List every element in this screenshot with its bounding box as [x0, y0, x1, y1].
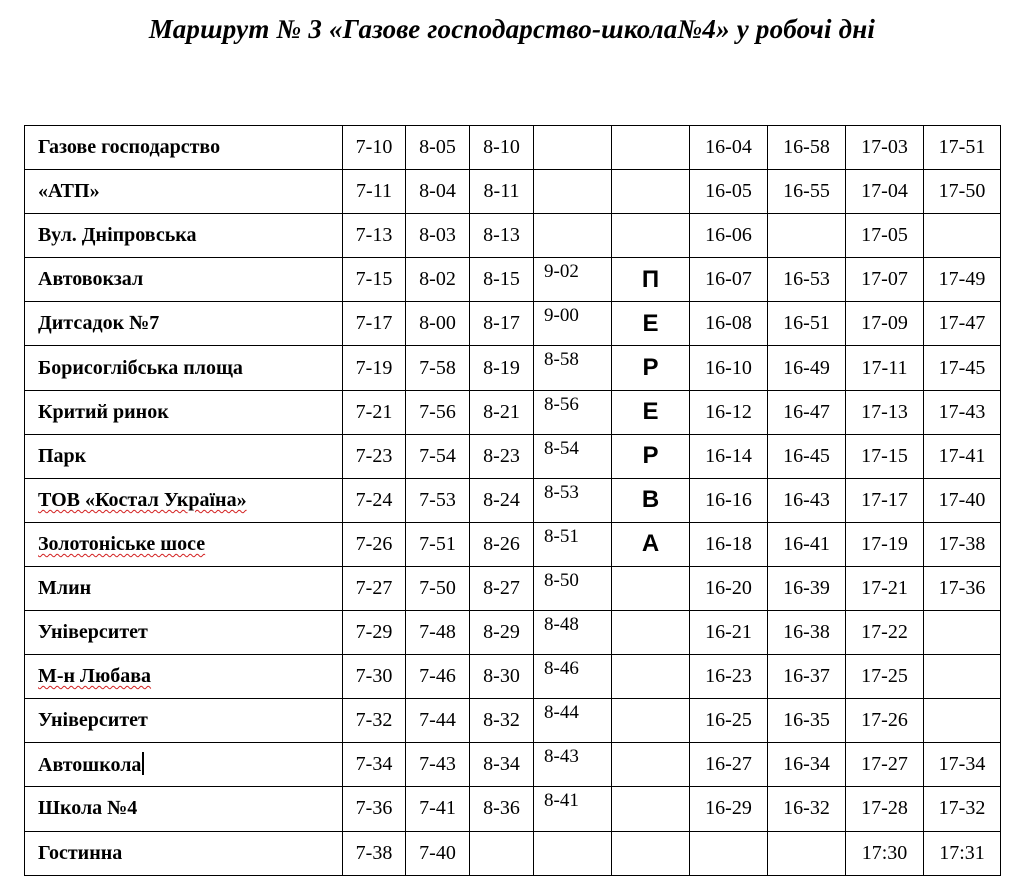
- time-cell[interactable]: 17-19: [846, 522, 924, 566]
- time-cell[interactable]: 8-58: [534, 346, 612, 390]
- time-cell[interactable]: 7-26: [343, 522, 406, 566]
- time-cell[interactable]: 16-06: [690, 214, 768, 258]
- table-row: [25, 214, 1001, 258]
- time-cell[interactable]: 17-03: [846, 126, 924, 170]
- break-letter-cell[interactable]: [612, 831, 690, 875]
- time-cell[interactable]: 7-10: [343, 126, 406, 170]
- stop-name-cell[interactable]: [25, 258, 343, 302]
- table-row: [25, 434, 1001, 478]
- time-cell[interactable]: 7-27: [343, 566, 406, 610]
- table-row: [25, 346, 1001, 390]
- stop-name: Млин: [38, 576, 92, 599]
- time-cell[interactable]: 9-00: [534, 302, 612, 346]
- time-cell[interactable]: 8-17: [470, 302, 534, 346]
- time-cell[interactable]: 7-11: [343, 170, 406, 214]
- stop-name-cell[interactable]: [25, 390, 343, 434]
- time-cell[interactable]: 17-27: [846, 743, 924, 787]
- time-cell[interactable]: 16-45: [768, 434, 846, 478]
- time-cell[interactable]: 8-50: [534, 566, 612, 610]
- time-cell[interactable]: [690, 831, 768, 875]
- table-row: [25, 522, 1001, 566]
- break-letter-cell[interactable]: [612, 743, 690, 787]
- time-cell[interactable]: 17-50: [924, 170, 1001, 214]
- time-cell[interactable]: 7-21: [343, 390, 406, 434]
- stop-name-cell[interactable]: [25, 699, 343, 743]
- time-cell[interactable]: 7-41: [406, 787, 470, 831]
- time-cell[interactable]: 8-23: [470, 434, 534, 478]
- table-row: [25, 302, 1001, 346]
- time-cell[interactable]: 16-25: [690, 699, 768, 743]
- time-cell[interactable]: 17-11: [846, 346, 924, 390]
- time-cell[interactable]: 16-27: [690, 743, 768, 787]
- stop-name-cell[interactable]: [25, 566, 343, 610]
- time-cell[interactable]: 16-04: [690, 126, 768, 170]
- time-cell[interactable]: 8-34: [470, 743, 534, 787]
- stop-name: Школа №4: [38, 797, 138, 820]
- table-row: [25, 699, 1001, 743]
- time-cell[interactable]: 7-48: [406, 611, 470, 655]
- time-cell[interactable]: 16-14: [690, 434, 768, 478]
- table-row: [25, 478, 1001, 522]
- time-cell[interactable]: 17-05: [846, 214, 924, 258]
- time-cell[interactable]: 7-17: [343, 302, 406, 346]
- time-cell[interactable]: 8-30: [470, 655, 534, 699]
- time-cell[interactable]: 7-32: [343, 699, 406, 743]
- time-cell[interactable]: 7-23: [343, 434, 406, 478]
- stop-name-cell[interactable]: [25, 743, 343, 787]
- time-cell[interactable]: 17-07: [846, 258, 924, 302]
- time-cell[interactable]: 17-15: [846, 434, 924, 478]
- table-row: [25, 655, 1001, 699]
- time-cell[interactable]: 17:31: [924, 831, 1001, 875]
- time-cell[interactable]: 8-11: [470, 170, 534, 214]
- time-cell[interactable]: 7-56: [406, 390, 470, 434]
- time-cell[interactable]: [534, 831, 612, 875]
- break-letter-cell[interactable]: В: [612, 478, 690, 522]
- time-cell[interactable]: 17-22: [846, 611, 924, 655]
- time-cell[interactable]: 16-21: [690, 611, 768, 655]
- stop-name: Автовокзал: [38, 268, 144, 291]
- time-cell[interactable]: 7-24: [343, 478, 406, 522]
- stop-name-cell[interactable]: [25, 170, 343, 214]
- time-cell[interactable]: 7-46: [406, 655, 470, 699]
- time-cell[interactable]: 16-05: [690, 170, 768, 214]
- time-cell[interactable]: 7-15: [343, 258, 406, 302]
- table-row: [25, 831, 1001, 875]
- time-cell[interactable]: [768, 214, 846, 258]
- time-cell[interactable]: 16-49: [768, 346, 846, 390]
- time-cell[interactable]: 16-08: [690, 302, 768, 346]
- time-cell[interactable]: 16-58: [768, 126, 846, 170]
- time-cell[interactable]: 16-10: [690, 346, 768, 390]
- break-letter-cell[interactable]: Е: [612, 390, 690, 434]
- time-cell[interactable]: 16-16: [690, 478, 768, 522]
- stop-name: Парк: [38, 444, 87, 467]
- stop-name: Автошкола: [38, 754, 142, 777]
- time-cell[interactable]: 8-29: [470, 611, 534, 655]
- table-row: [25, 126, 1001, 170]
- time-cell[interactable]: 16-32: [768, 787, 846, 831]
- table-row: [25, 566, 1001, 610]
- time-cell[interactable]: 17-21: [846, 566, 924, 610]
- time-cell[interactable]: 17-25: [846, 655, 924, 699]
- time-cell[interactable]: 7-34: [343, 743, 406, 787]
- break-letter-cell[interactable]: [612, 566, 690, 610]
- time-cell[interactable]: 8-15: [470, 258, 534, 302]
- time-cell[interactable]: 17-13: [846, 390, 924, 434]
- break-letter-cell[interactable]: Р: [612, 434, 690, 478]
- time-cell[interactable]: 8-36: [470, 787, 534, 831]
- time-cell[interactable]: 7-54: [406, 434, 470, 478]
- table-row: [25, 611, 1001, 655]
- stop-name-cell[interactable]: [25, 302, 343, 346]
- stop-name: Університет: [38, 709, 148, 732]
- time-cell[interactable]: 17:30: [846, 831, 924, 875]
- time-cell[interactable]: 17-04: [846, 170, 924, 214]
- time-cell[interactable]: 7-30: [343, 655, 406, 699]
- time-cell[interactable]: 8-48: [534, 611, 612, 655]
- time-cell[interactable]: [924, 699, 1001, 743]
- time-cell[interactable]: 16-39: [768, 566, 846, 610]
- time-cell[interactable]: 7-29: [343, 611, 406, 655]
- stop-name-cell[interactable]: [25, 434, 343, 478]
- time-cell[interactable]: 17-49: [924, 258, 1001, 302]
- stop-name-cell[interactable]: [25, 214, 343, 258]
- time-cell[interactable]: 16-53: [768, 258, 846, 302]
- stop-name-cell[interactable]: [25, 346, 343, 390]
- break-letter-cell[interactable]: А: [612, 522, 690, 566]
- stop-name: Критий ринок: [38, 400, 169, 423]
- time-cell[interactable]: 16-51: [768, 302, 846, 346]
- time-cell[interactable]: 17-36: [924, 566, 1001, 610]
- break-letter-cell[interactable]: [612, 170, 690, 214]
- time-cell[interactable]: 17-17: [846, 478, 924, 522]
- time-cell[interactable]: 16-47: [768, 390, 846, 434]
- time-cell[interactable]: 17-28: [846, 787, 924, 831]
- time-cell[interactable]: 7-36: [343, 787, 406, 831]
- time-cell[interactable]: 17-26: [846, 699, 924, 743]
- time-cell[interactable]: 8-54: [534, 434, 612, 478]
- time-cell[interactable]: [534, 214, 612, 258]
- table-row: [25, 170, 1001, 214]
- stop-name: Борисоглібська площа: [38, 356, 243, 379]
- stop-name: ТОВ «Костал Україна»: [38, 488, 247, 511]
- text-cursor: [142, 752, 144, 775]
- time-cell[interactable]: 8-00: [406, 302, 470, 346]
- time-cell[interactable]: 17-34: [924, 743, 1001, 787]
- break-letter-cell[interactable]: Р: [612, 346, 690, 390]
- table-row: [25, 258, 1001, 302]
- time-cell[interactable]: 16-18: [690, 522, 768, 566]
- stop-name: М-н Любава: [38, 665, 152, 688]
- break-letter-cell[interactable]: Е: [612, 302, 690, 346]
- time-cell[interactable]: 7-44: [406, 699, 470, 743]
- time-cell[interactable]: 16-35: [768, 699, 846, 743]
- time-cell[interactable]: 16-29: [690, 787, 768, 831]
- time-cell[interactable]: 7-38: [343, 831, 406, 875]
- break-letter-cell[interactable]: [612, 126, 690, 170]
- time-cell[interactable]: 8-24: [470, 478, 534, 522]
- time-cell[interactable]: 16-55: [768, 170, 846, 214]
- time-cell[interactable]: 16-12: [690, 390, 768, 434]
- time-cell[interactable]: 17-32: [924, 787, 1001, 831]
- stop-name: Дитсадок №7: [38, 312, 160, 335]
- break-letter-cell[interactable]: П: [612, 258, 690, 302]
- stop-name: «АТП»: [38, 180, 100, 203]
- time-cell[interactable]: 8-46: [534, 655, 612, 699]
- time-cell[interactable]: 8-13: [470, 214, 534, 258]
- time-cell[interactable]: 8-03: [406, 214, 470, 258]
- time-cell[interactable]: 8-02: [406, 258, 470, 302]
- stop-name-cell[interactable]: [25, 831, 343, 875]
- time-cell[interactable]: 8-27: [470, 566, 534, 610]
- time-cell[interactable]: 17-09: [846, 302, 924, 346]
- time-cell[interactable]: 16-23: [690, 655, 768, 699]
- time-cell[interactable]: 8-56: [534, 390, 612, 434]
- time-cell[interactable]: 7-13: [343, 214, 406, 258]
- time-cell[interactable]: 16-07: [690, 258, 768, 302]
- time-cell[interactable]: 17-45: [924, 346, 1001, 390]
- time-cell[interactable]: 7-58: [406, 346, 470, 390]
- table-row: [25, 743, 1001, 787]
- time-cell[interactable]: 17-41: [924, 434, 1001, 478]
- break-letter-cell[interactable]: [612, 611, 690, 655]
- stop-name: Газове господарство: [38, 136, 221, 159]
- time-cell[interactable]: 7-53: [406, 478, 470, 522]
- stop-name-cell[interactable]: [25, 126, 343, 170]
- time-cell[interactable]: [534, 126, 612, 170]
- stop-name-cell[interactable]: [25, 611, 343, 655]
- time-cell[interactable]: [924, 655, 1001, 699]
- time-cell[interactable]: 8-44: [534, 699, 612, 743]
- stop-name: Університет: [38, 621, 148, 644]
- time-cell[interactable]: 8-05: [406, 126, 470, 170]
- table-row: [25, 787, 1001, 831]
- time-cell[interactable]: 16-38: [768, 611, 846, 655]
- stop-name-cell[interactable]: [25, 655, 343, 699]
- time-cell[interactable]: 8-43: [534, 743, 612, 787]
- stop-name-cell[interactable]: [25, 787, 343, 831]
- time-cell[interactable]: 8-32: [470, 699, 534, 743]
- page-title: Маршрут № 3 «Газове господарство-школа№4» у робочі дні: [148, 14, 876, 44]
- time-cell[interactable]: 8-51: [534, 522, 612, 566]
- time-cell[interactable]: [924, 611, 1001, 655]
- time-cell[interactable]: 16-20: [690, 566, 768, 610]
- time-cell[interactable]: 17-40: [924, 478, 1001, 522]
- time-cell[interactable]: 17-38: [924, 522, 1001, 566]
- stop-name-cell[interactable]: [25, 478, 343, 522]
- time-cell[interactable]: 7-43: [406, 743, 470, 787]
- time-cell[interactable]: 8-26: [470, 522, 534, 566]
- time-cell[interactable]: 8-53: [534, 478, 612, 522]
- time-cell[interactable]: 16-41: [768, 522, 846, 566]
- stop-name-cell[interactable]: [25, 522, 343, 566]
- time-cell[interactable]: 7-19: [343, 346, 406, 390]
- time-cell[interactable]: 9-02: [534, 258, 612, 302]
- schedule-table: [24, 125, 1001, 876]
- time-cell[interactable]: [768, 831, 846, 875]
- break-letter-cell[interactable]: [612, 699, 690, 743]
- time-cell[interactable]: 8-10: [470, 126, 534, 170]
- time-cell[interactable]: [924, 214, 1001, 258]
- stop-name: Вул. Дніпровська: [38, 224, 197, 247]
- time-cell[interactable]: [470, 831, 534, 875]
- time-cell[interactable]: 16-43: [768, 478, 846, 522]
- time-cell[interactable]: 7-50: [406, 566, 470, 610]
- time-cell[interactable]: [534, 170, 612, 214]
- time-cell[interactable]: 7-40: [406, 831, 470, 875]
- stop-name: Золотоніське шосе: [38, 532, 206, 555]
- time-cell[interactable]: 16-34: [768, 743, 846, 787]
- stop-name: Гостинна: [38, 841, 123, 864]
- time-cell[interactable]: 16-37: [768, 655, 846, 699]
- break-letter-cell[interactable]: [612, 787, 690, 831]
- time-cell[interactable]: 8-21: [470, 390, 534, 434]
- time-cell[interactable]: 8-41: [534, 787, 612, 831]
- break-letter-cell[interactable]: [612, 655, 690, 699]
- table-row: [25, 390, 1001, 434]
- time-cell[interactable]: 8-04: [406, 170, 470, 214]
- time-cell[interactable]: 17-43: [924, 390, 1001, 434]
- time-cell[interactable]: 8-19: [470, 346, 534, 390]
- time-cell[interactable]: 17-51: [924, 126, 1001, 170]
- time-cell[interactable]: 7-51: [406, 522, 470, 566]
- time-cell[interactable]: 17-47: [924, 302, 1001, 346]
- break-letter-cell[interactable]: [612, 214, 690, 258]
